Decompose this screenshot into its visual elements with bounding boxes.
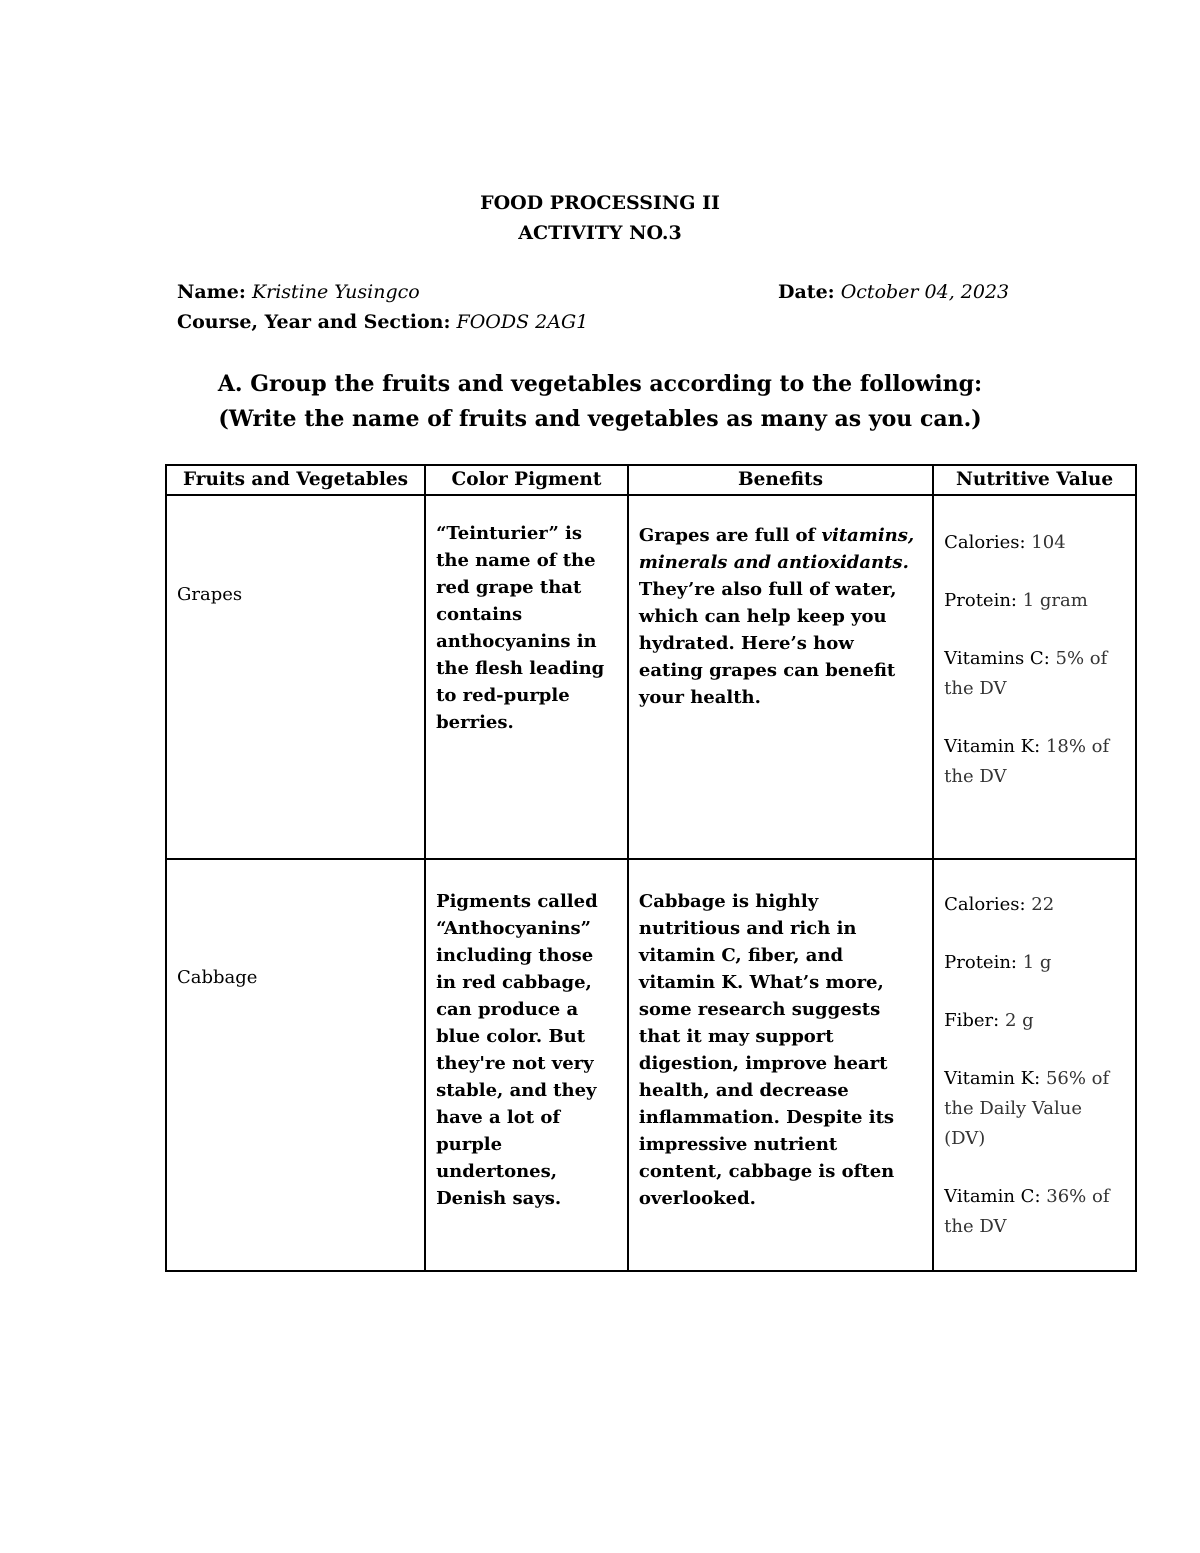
nutrient-label: Calories: (944, 532, 1026, 553)
nutrient-value: 18% of the DV (944, 736, 1110, 787)
nutrient-label: Fiber: (944, 1010, 1000, 1031)
benefits-emphasis: vitamins, minerals and antioxidants. (638, 525, 915, 573)
nutrient-value: 104 (1031, 532, 1066, 553)
nutrient-label: Vitamin C: (944, 1186, 1041, 1207)
item-cell (166, 495, 425, 859)
item-name: Grapes (177, 584, 243, 605)
nutrient-item (944, 1064, 1127, 1154)
benefits-text-cont: They’re also full of water, which can help keep you hydrated. Here’s how eating grapes can benefit your health. (638, 579, 897, 708)
table-row (166, 495, 1136, 859)
nutrient-item (944, 1006, 1127, 1036)
nutrient-label: Protein: (944, 952, 1017, 973)
color-pigment-cell: “Teinturier” is the name of the red grape that contains anthocyanins in the flesh leading to red-purple berries. (425, 495, 628, 859)
course-line (177, 311, 588, 333)
item-name: Cabbage (177, 967, 258, 988)
name-line (177, 281, 420, 303)
nutrient-value: 1 gram (1022, 590, 1088, 611)
nutrient-item (944, 890, 1127, 920)
section-heading: A. Group the fruits and vegetables according to the following: (217, 371, 983, 397)
nutritive-value-cell (933, 859, 1136, 1271)
nutrient-item (944, 586, 1127, 616)
benefits-cell (628, 495, 933, 859)
header-color-pigment: Color Pigment (425, 465, 628, 495)
nutrient-value: 22 (1031, 894, 1055, 915)
nutrient-value: 36% of the DV (944, 1186, 1110, 1237)
header-nutritive-value: Nutritive Value (933, 465, 1136, 495)
nutrient-label: Vitamins C: (944, 648, 1050, 669)
nutrient-label: Calories: (944, 894, 1026, 915)
table-header-row (166, 465, 1136, 495)
table-row (166, 859, 1136, 1271)
date-value: October 04, 2023 (840, 281, 1010, 303)
date-line (778, 281, 1009, 303)
nutritive-value-cell (933, 495, 1136, 859)
nutrient-item (944, 948, 1127, 978)
nutrient-item (944, 732, 1127, 792)
nutrient-label: Vitamin K: (944, 1068, 1041, 1089)
date-label: Date: (778, 281, 835, 303)
header-benefits: Benefits (628, 465, 933, 495)
nutrient-item (944, 644, 1127, 704)
course-title: FOOD PROCESSING II (480, 192, 720, 214)
item-cell (166, 859, 425, 1271)
nutrient-item (944, 528, 1127, 558)
nutrient-value: 2 g (1004, 1010, 1034, 1031)
fruits-vegetables-table (165, 464, 1137, 1272)
benefits-cell: Cabbage is highly nutritious and rich in vitamin C, fiber, and vitamin K. What’s more, some research suggests that it may support digestion, improve heart health, and decrease inflammation. Despite its impressive nutrient content, cabbage is often overlooked. (628, 859, 933, 1271)
nutrient-value: 1 g (1022, 952, 1052, 973)
activity-title: ACTIVITY NO.3 (518, 222, 682, 244)
nutrient-label: Protein: (944, 590, 1017, 611)
course-value: FOODS 2AG1 (456, 311, 589, 333)
course-label: Course, Year and Section: (177, 311, 451, 333)
name-value: Kristine Yusingco (251, 281, 420, 303)
color-pigment-cell: Pigments called “Anthocyanins” including those in red cabbage, can produce a blue color. But they're not very stable, and they have a lot of purple undertones, Denish says. (425, 859, 628, 1271)
nutrient-value: 5% of the DV (944, 648, 1108, 699)
section-instruction: (Write the name of fruits and vegetables as many as you can.) (218, 406, 982, 432)
benefits-text: Grapes are full of (638, 525, 822, 546)
name-label: Name: (177, 281, 246, 303)
nutrient-label: Vitamin K: (944, 736, 1041, 757)
nutrient-item (944, 1182, 1127, 1242)
header-fruits-vegetables: Fruits and Vegetables (166, 465, 425, 495)
nutrient-value: 56% of the Daily Value (DV) (944, 1068, 1110, 1149)
